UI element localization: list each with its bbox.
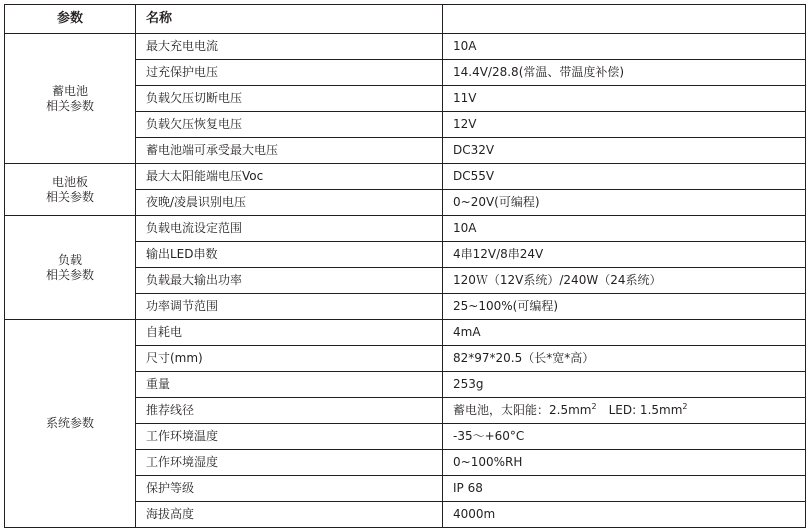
row-item-value: 253g xyxy=(443,372,806,398)
row-item-value: 0~20V(可编程) xyxy=(443,190,806,216)
column-header-parameter: 参数 xyxy=(5,5,136,34)
row-item-value: 11V xyxy=(443,86,806,112)
table-row xyxy=(5,34,806,60)
row-item-value: 10A xyxy=(443,216,806,242)
row-item-value: 12V xyxy=(443,112,806,138)
table-header-row xyxy=(5,5,806,34)
row-item-label: 负载最大输出功率 xyxy=(136,268,443,294)
row-item-label: 负载欠压恢复电压 xyxy=(136,112,443,138)
row-item-value: IP 68 xyxy=(443,476,806,502)
row-item-value: 120Ｗ（12V系统）/240W（24系统） xyxy=(443,268,806,294)
row-item-value: 25~100%(可编程) xyxy=(443,294,806,320)
row-item-value: 4mA xyxy=(443,320,806,346)
row-item-label: 尺寸(mm) xyxy=(136,346,443,372)
row-item-label: 功率调节范围 xyxy=(136,294,443,320)
specification-table xyxy=(4,4,806,528)
row-item-value: DC32V xyxy=(443,138,806,164)
row-item-label: 夜晚/凌晨识别电压 xyxy=(136,190,443,216)
table-row xyxy=(5,164,806,190)
row-item-label: 输出LED串数 xyxy=(136,242,443,268)
row-item-value: 14.4V/28.8(常温、带温度补偿) xyxy=(443,60,806,86)
table-row xyxy=(5,216,806,242)
row-item-value: 82*97*20.5（长*宽*高） xyxy=(443,346,806,372)
group-label: 负载 相关参数 xyxy=(5,216,136,320)
row-item-label: 负载电流设定范围 xyxy=(136,216,443,242)
row-item-label: 过充保护电压 xyxy=(136,60,443,86)
row-item-label: 自耗电 xyxy=(136,320,443,346)
row-item-value: 4000m xyxy=(443,502,806,528)
row-item-label: 最大太阳能端电压Voc xyxy=(136,164,443,190)
table-row xyxy=(5,320,806,346)
row-item-value: 蓄电池，太阳能：$2.5mm^2$ LED: $1.5mm^2$ xyxy=(443,398,806,424)
column-header-value xyxy=(443,5,806,34)
row-item-label: 保护等级 xyxy=(136,476,443,502)
row-item-label: 工作环境温度 xyxy=(136,424,443,450)
row-item-label: 海拔高度 xyxy=(136,502,443,528)
group-label: 电池板 相关参数 xyxy=(5,164,136,216)
row-item-value: 4串12V/8串24V xyxy=(443,242,806,268)
row-item-label: 推荐线径 xyxy=(136,398,443,424)
row-item-label: 重量 xyxy=(136,372,443,398)
table-body xyxy=(5,34,806,528)
row-item-value: -35～+60°C xyxy=(443,424,806,450)
row-item-label: 负载欠压切断电压 xyxy=(136,86,443,112)
group-label: 系统参数 xyxy=(5,320,136,528)
row-item-value: 0~100%RH xyxy=(443,450,806,476)
row-item-label: 最大充电电流 xyxy=(136,34,443,60)
row-item-label: 蓄电池端可承受最大电压 xyxy=(136,138,443,164)
row-item-value: DC55V xyxy=(443,164,806,190)
row-item-value: 10A xyxy=(443,34,806,60)
column-header-name: 名称 xyxy=(136,5,443,34)
row-item-label: 工作环境湿度 xyxy=(136,450,443,476)
group-label: 蓄电池 相关参数 xyxy=(5,34,136,164)
